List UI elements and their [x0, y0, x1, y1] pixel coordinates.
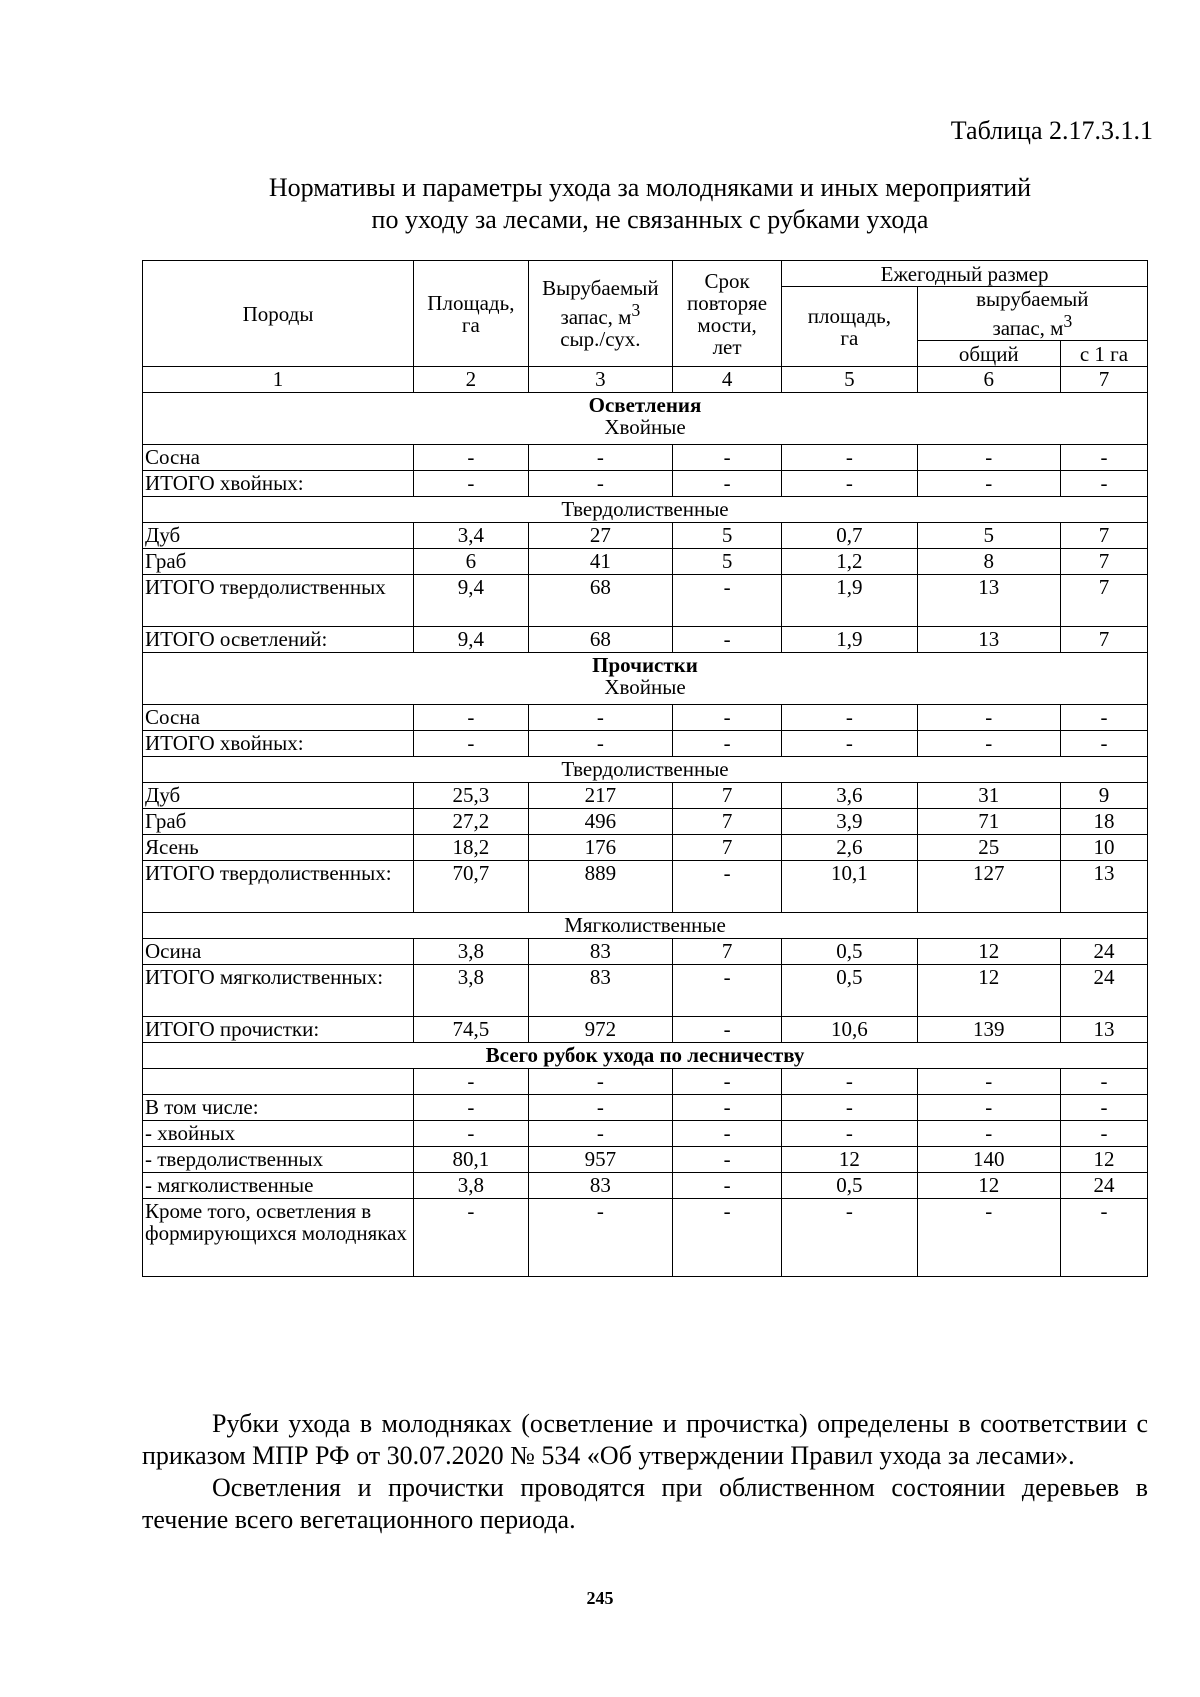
table-cell: - — [1060, 705, 1147, 731]
table-cell: - — [414, 1069, 529, 1095]
row-label: Граб — [143, 549, 414, 575]
table-cell: - — [782, 1069, 918, 1095]
table-cell: 9 — [1060, 783, 1147, 809]
table-row — [143, 861, 1148, 913]
table-cell: - — [673, 861, 782, 913]
table-cell: 74,5 — [414, 1017, 529, 1043]
table-cell: - — [673, 965, 782, 1017]
column-number: 3 — [528, 367, 672, 393]
header-period — [673, 261, 782, 367]
header-sup: 3 — [631, 300, 641, 320]
table-cell: 83 — [528, 965, 672, 1017]
table-cell: - — [782, 705, 918, 731]
table-cell: - — [917, 731, 1060, 757]
table-cell: - — [1060, 731, 1147, 757]
table-cell: - — [528, 1095, 672, 1121]
table-cell: 12 — [917, 939, 1060, 965]
table-cell: 7 — [673, 783, 782, 809]
table-cell: - — [917, 1199, 1060, 1277]
norms-table — [142, 260, 1148, 1277]
header-text: запас, м — [992, 316, 1064, 340]
table-row — [143, 1095, 1148, 1121]
table-cell: 10,1 — [782, 861, 918, 913]
table-cell: - — [673, 1017, 782, 1043]
row-label: ИТОГО прочистки: — [143, 1017, 414, 1043]
table-cell: 71 — [917, 809, 1060, 835]
table-cell: 41 — [528, 549, 672, 575]
table-cell: 68 — [528, 627, 672, 653]
table-cell: 80,1 — [414, 1147, 529, 1173]
table-cell: 0,5 — [782, 1173, 918, 1199]
table-cell: 1,2 — [782, 549, 918, 575]
header-annual-stock — [917, 287, 1147, 341]
table-cell: - — [528, 731, 672, 757]
table-cell: 12 — [782, 1147, 918, 1173]
table-cell: - — [414, 731, 529, 757]
table-cell: 24 — [1060, 1173, 1147, 1199]
header-text: га — [461, 312, 480, 337]
table-cell: 972 — [528, 1017, 672, 1043]
table-cell: 176 — [528, 835, 672, 861]
table-cell: 3,4 — [414, 523, 529, 549]
table-cell: 13 — [917, 575, 1060, 627]
header-text: запас, м — [560, 305, 632, 329]
table-label: Таблица 2.17.3.1.1 — [950, 116, 1153, 145]
table-cell: - — [673, 1069, 782, 1095]
table-cell: - — [528, 445, 672, 471]
table-cell: 12 — [1060, 1147, 1147, 1173]
row-label: Дуб — [143, 523, 414, 549]
table-cell: 18 — [1060, 809, 1147, 835]
table-row — [143, 1147, 1148, 1173]
table-cell: 27 — [528, 523, 672, 549]
column-number: 6 — [917, 367, 1060, 393]
table-row — [143, 1069, 1148, 1095]
table-cell: 3,6 — [782, 783, 918, 809]
table-cell: - — [917, 705, 1060, 731]
table-cell: 24 — [1060, 965, 1147, 1017]
header-text: вырубаемый — [976, 287, 1089, 311]
header-text: лет — [712, 334, 742, 359]
row-label: ИТОГО твердолиственных — [143, 575, 414, 627]
table-cell: 5 — [917, 523, 1060, 549]
section-heading — [143, 653, 1148, 705]
table-cell: 7 — [1060, 575, 1147, 627]
section-title: Прочистки — [592, 653, 698, 677]
table-cell: - — [917, 471, 1060, 497]
header-text: га — [840, 325, 859, 350]
header-annual-area — [782, 287, 918, 367]
table-cell: - — [673, 1173, 782, 1199]
table-row — [143, 939, 1148, 965]
table-cell: 140 — [917, 1147, 1060, 1173]
table-cell: 70,7 — [414, 861, 529, 913]
row-label: ИТОГО хвойных: — [143, 731, 414, 757]
table-cell: 10 — [1060, 835, 1147, 861]
row-label: ИТОГО осветлений: — [143, 627, 414, 653]
column-number: 5 — [782, 367, 918, 393]
row-label: - мягколиственные — [143, 1173, 414, 1199]
table-cell: 139 — [917, 1017, 1060, 1043]
table-cell: - — [673, 705, 782, 731]
table-cell: - — [673, 471, 782, 497]
table-cell: 25 — [917, 835, 1060, 861]
table-cell: - — [1060, 1095, 1147, 1121]
row-label — [143, 1069, 414, 1095]
column-number: 1 — [143, 367, 414, 393]
subsection-heading: Твердолиственные — [143, 757, 1148, 783]
table-cell: - — [414, 1121, 529, 1147]
body-text — [142, 1408, 1148, 1536]
header-text: мости, — [697, 312, 757, 337]
table-cell: - — [917, 1095, 1060, 1121]
column-number: 2 — [414, 367, 529, 393]
table-row — [143, 705, 1148, 731]
header-text: сыр./сух. — [560, 327, 641, 351]
table-cell: 127 — [917, 861, 1060, 913]
table-cell: - — [414, 445, 529, 471]
table-cell: - — [528, 471, 672, 497]
table-cell: - — [1060, 1199, 1147, 1277]
table-cell: 83 — [528, 1173, 672, 1199]
table-cell: 7 — [673, 939, 782, 965]
paragraph: Рубки ухода в молодняках (осветление и прочистка) определены в соответствии с приказом МПР РФ от 30.07.2020 № 534 «Об утверждении Правил ухода за лесами». — [142, 1409, 1148, 1470]
subsection-heading: Твердолиственные — [143, 497, 1148, 523]
title-line: Нормативы и параметры ухода за молодняками и иных мероприятий — [268, 173, 1032, 202]
row-label: - хвойных — [143, 1121, 414, 1147]
header-text: площадь, — [807, 303, 891, 328]
row-label: Сосна — [143, 705, 414, 731]
subsection-title: Хвойные — [604, 675, 686, 699]
table-cell: - — [673, 1121, 782, 1147]
table-row — [143, 731, 1148, 757]
table-cell: - — [673, 1147, 782, 1173]
row-label: Граб — [143, 809, 414, 835]
table-cell: 9,4 — [414, 627, 529, 653]
table-cell: - — [673, 1199, 782, 1277]
table-row — [143, 575, 1148, 627]
header-area — [414, 261, 529, 367]
table-cell: 217 — [528, 783, 672, 809]
table-cell: 7 — [1060, 549, 1147, 575]
header-text: Срок — [704, 268, 750, 293]
table-cell: - — [782, 731, 918, 757]
table-cell: - — [782, 1199, 918, 1277]
table-cell: - — [673, 445, 782, 471]
table-cell: 1,9 — [782, 627, 918, 653]
table-cell: 1,9 — [782, 575, 918, 627]
table-cell: 83 — [528, 939, 672, 965]
table-cell: 889 — [528, 861, 672, 913]
header-stock — [528, 261, 672, 367]
row-label: Осина — [143, 939, 414, 965]
table-cell: 13 — [1060, 861, 1147, 913]
table-cell: - — [1060, 1121, 1147, 1147]
table-cell: 3,8 — [414, 1173, 529, 1199]
table-cell: - — [1060, 445, 1147, 471]
table-cell: - — [917, 1121, 1060, 1147]
row-label: - твердолиственных — [143, 1147, 414, 1173]
subsection-heading: Мягколиственные — [143, 913, 1148, 939]
column-number: 4 — [673, 367, 782, 393]
table-cell: - — [782, 445, 918, 471]
header-text: повторяе — [687, 290, 768, 315]
subsection-title: Хвойные — [604, 415, 686, 439]
row-label: Ясень — [143, 835, 414, 861]
section-heading: Всего рубок ухода по лесничеству — [143, 1043, 1148, 1069]
table-row — [143, 783, 1148, 809]
section-title: Осветления — [588, 393, 702, 417]
table-cell: 7 — [673, 809, 782, 835]
column-number: 7 — [1060, 367, 1147, 393]
table-cell: - — [673, 575, 782, 627]
table-row — [143, 627, 1148, 653]
table-cell: - — [414, 705, 529, 731]
table-cell: 68 — [528, 575, 672, 627]
paragraph: Осветления и прочистки проводятся при облиственном состоянии деревьев в течение всего вегетационного периода. — [142, 1473, 1148, 1534]
table-cell: 13 — [1060, 1017, 1147, 1043]
table-cell: 7 — [1060, 523, 1147, 549]
table-row — [143, 1199, 1148, 1277]
title-line: по уходу за лесами, не связанных с рубками ухода — [371, 205, 929, 234]
table-row — [143, 549, 1148, 575]
header-text: Площадь, — [427, 290, 515, 315]
document-title — [146, 172, 1154, 236]
table-cell: - — [414, 1199, 529, 1277]
table-cell: 0,7 — [782, 523, 918, 549]
table-cell: 957 — [528, 1147, 672, 1173]
table-cell: - — [1060, 1069, 1147, 1095]
table-cell: 5 — [673, 523, 782, 549]
table-cell: 6 — [414, 549, 529, 575]
table-cell: 5 — [673, 549, 782, 575]
table-row — [143, 1017, 1148, 1043]
table-row — [143, 1173, 1148, 1199]
header-annual: Ежегодный размер — [782, 261, 1148, 287]
header-text: Вырубаемый — [542, 276, 659, 300]
table-cell: - — [782, 471, 918, 497]
table-row — [143, 471, 1148, 497]
page-number: 245 — [586, 1588, 614, 1608]
table-cell: 13 — [917, 627, 1060, 653]
table-cell: 2,6 — [782, 835, 918, 861]
table-cell: - — [673, 627, 782, 653]
table-cell: 0,5 — [782, 939, 918, 965]
table-cell: - — [528, 1121, 672, 1147]
table-cell: - — [1060, 471, 1147, 497]
section-heading — [143, 393, 1148, 445]
table-cell: - — [528, 705, 672, 731]
header-per-ha: с 1 га — [1060, 341, 1147, 367]
table-row — [143, 809, 1148, 835]
table-row — [143, 445, 1148, 471]
row-label: Дуб — [143, 783, 414, 809]
row-label: ИТОГО мягколиственных: — [143, 965, 414, 1017]
table-cell: 24 — [1060, 939, 1147, 965]
table-row — [143, 1121, 1148, 1147]
table-cell: - — [414, 1095, 529, 1121]
table-cell: - — [917, 1069, 1060, 1095]
row-label: Сосна — [143, 445, 414, 471]
table-cell: 496 — [528, 809, 672, 835]
row-label: ИТОГО хвойных: — [143, 471, 414, 497]
table-cell: 27,2 — [414, 809, 529, 835]
table-cell: 0,5 — [782, 965, 918, 1017]
table-cell: 3,9 — [782, 809, 918, 835]
table-cell: - — [917, 445, 1060, 471]
table-cell: - — [782, 1095, 918, 1121]
table-cell: - — [673, 1095, 782, 1121]
row-label: Кроме того, осветления в формирующихся молодняках — [143, 1199, 414, 1277]
table-cell: - — [673, 731, 782, 757]
row-label: В том числе: — [143, 1095, 414, 1121]
table-cell: 8 — [917, 549, 1060, 575]
header-species: Породы — [143, 261, 414, 367]
table-cell: - — [528, 1199, 672, 1277]
row-label: ИТОГО твердолиственных: — [143, 861, 414, 913]
table-cell: 9,4 — [414, 575, 529, 627]
table-cell: 7 — [673, 835, 782, 861]
table-cell: 12 — [917, 965, 1060, 1017]
table-cell: 3,8 — [414, 939, 529, 965]
table-cell: 18,2 — [414, 835, 529, 861]
table-cell: 3,8 — [414, 965, 529, 1017]
table-cell: - — [782, 1121, 918, 1147]
table-cell: 25,3 — [414, 783, 529, 809]
table-row — [143, 835, 1148, 861]
table-cell: 31 — [917, 783, 1060, 809]
table-cell: 10,6 — [782, 1017, 918, 1043]
table-cell: 7 — [1060, 627, 1147, 653]
header-sup: 3 — [1063, 311, 1073, 331]
header-total: общий — [917, 341, 1060, 367]
table-cell: 12 — [917, 1173, 1060, 1199]
table-row — [143, 523, 1148, 549]
table-cell: - — [414, 471, 529, 497]
table-row — [143, 965, 1148, 1017]
table-cell: - — [528, 1069, 672, 1095]
